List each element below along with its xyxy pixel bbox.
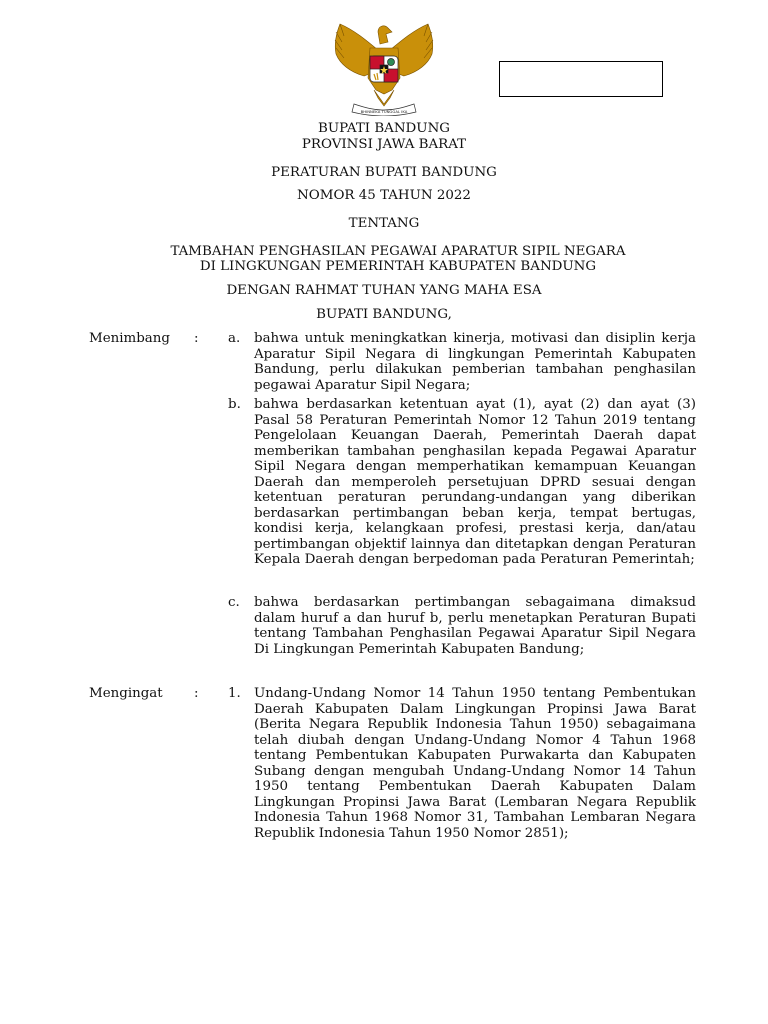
blessing-line: DENGAN RAHMAT TUHAN YANG MAHA ESA <box>226 283 542 298</box>
item-marker: b. <box>228 397 241 412</box>
menimbang-item-a: bahwa untuk meningkatkan kinerja, motivasi dan disiplin kerja Aparatur Sipil Negara di lingkungan Pemerintah Kabupaten Bandung, perlu dilakukan pemberian tambahan penghasilan pegawai Aparatur Sipil Negara; <box>254 331 696 393</box>
stamp-box <box>499 61 663 97</box>
emblem-motto: BHINNEKA TUNGGAL IKA <box>360 109 408 114</box>
mengingat-label: Mengingat <box>89 686 163 701</box>
item-marker: a. <box>228 331 241 346</box>
header-line2: PROVINSI JAWA BARAT <box>301 137 467 152</box>
item-marker: c. <box>228 595 240 610</box>
regulation-title: PERATURAN BUPATI BANDUNG <box>271 165 497 180</box>
official-line: BUPATI BANDUNG, <box>316 307 452 322</box>
about-heading: TENTANG <box>348 216 420 231</box>
menimbang-item-c: bahwa berdasarkan pertimbangan sebagaimana dimaksud dalam huruf a dan huruf b, perlu menetapkan Peraturan Bupati tentang Tambahan Penghasilan Pegawai Aparatur Sipil Negara Di Lingkungan Pemerintah Kabupaten Bandung; <box>254 595 696 657</box>
item-marker: 1. <box>228 686 241 701</box>
subject-line1: TAMBAHAN PENGHASILAN PEGAWAI APARATUR SIPIL NEGARA <box>170 244 626 259</box>
mengingat-colon: : <box>194 686 199 701</box>
menimbang-item-b: bahwa berdasarkan ketentuan ayat (1), ayat (2) dan ayat (3) Pasal 58 Peraturan Pemerintah Nomor 12 Tahun 2019 tentang Pengelolaan Keuangan Daerah, Pemerintah Daerah dapat memberikan tambahan penghasilan kepada Pegawai Aparatur Sipil Negara dengan memperhatikan kemampuan Keuangan Daerah dan memperoleh persetujuan DPRD sesuai dengan ketentuan peraturan perundang-undangan yang diberikan berdasarkan pertimbangan beban kerja, tempat bertugas, kondisi kerja, kelangkaan profesi, prestasi kerja, dan/atau pertimbangan objektif lainnya dan ditetapkan dengan Peraturan Kepala Daerah dengan berpedoman pada Peraturan Pemerintah; <box>254 397 696 567</box>
mengingat-item-1: Undang-Undang Nomor 14 Tahun 1950 tentang Pembentukan Daerah Kabupaten Dalam Lingkungan Propinsi Jawa Barat (Berita Negara Republik Indonesia Tahun 1950) sebagaimana telah diubah dengan Undang-Undang Nomor 4 Tahun 1968 tentang Pembentukan Kabupaten Purwakarta dan Kabupaten Subang dengan mengubah Undang-Undang Nomor 14 Tahun 1950 tentang Pembentukan Daerah Kabupaten Dalam Lingkungan Propinsi Jawa Barat (Lembaran Negara Republik Indonesia Tahun 1968 Nomor 31, Tambahan Lembaran Negara Republik Indonesia Tahun 1950 Nomor 2851); <box>254 686 696 841</box>
header-line1: BUPATI BANDUNG <box>318 121 450 136</box>
menimbang-label: Menimbang <box>89 331 170 346</box>
menimbang-colon: : <box>194 331 199 346</box>
subject-line2: DI LINGKUNGAN PEMERINTAH KABUPATEN BANDUNG <box>199 259 597 274</box>
garuda-emblem-icon <box>326 20 442 116</box>
regulation-number: NOMOR 45 TAHUN 2022 <box>297 188 471 203</box>
